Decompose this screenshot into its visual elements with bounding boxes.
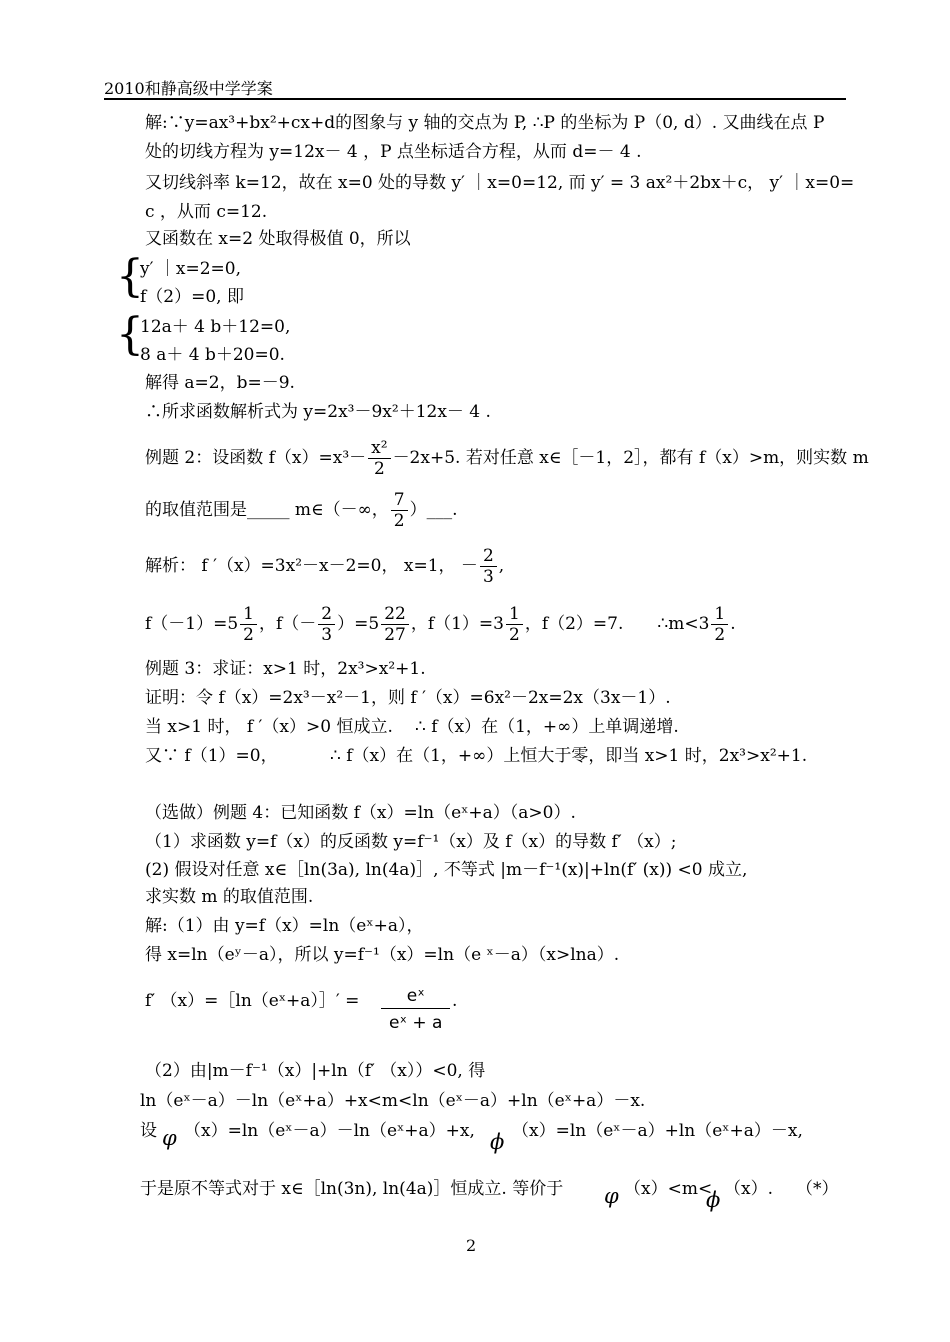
phi-symbol: ϕ [490, 1130, 505, 1154]
text-line: 于是原不等式对于 x∈［ln(3n), ln(4a)］恒成立. 等价于 [140, 1179, 564, 1199]
text-line: 求实数 m 的取值范围. [145, 887, 314, 907]
text-line: 证明：令 f（x）=2x³－x²－1，则 f ′（x）=6x²－2x=2x（3x－1）. [145, 688, 671, 708]
text-line: ln（eˣ－a）－ln（eˣ+a）+x<m<ln（eˣ－a）+ln（eˣ+a）－x. [140, 1091, 646, 1111]
fraction: $\frac{1}{2}$ [711, 604, 728, 645]
text-line: （x）=ln（eˣ－a）+ln（eˣ+a）－x, [512, 1121, 803, 1141]
text-line: c ，从而 c=12. [145, 202, 268, 222]
text-line: 解:∵y=ax³+bx²+cx+d的图象与 y 轴的交点为 P, ∴P 的坐标为 P（0, d）. 又曲线在点 P [145, 113, 825, 133]
text-line: 例题 3：求证：x>1 时，2x³>x²+1. [145, 659, 426, 679]
text-line: （*） [796, 1179, 839, 1199]
varphi-symbol: φ [162, 1126, 177, 1150]
fraction: $\frac{22}{27}$ [381, 604, 409, 645]
text-line: 12a＋ 4 b＋12=0, [140, 317, 291, 337]
text-line: 设 [140, 1121, 157, 1141]
fraction: $\frac{1}{2}$ [506, 604, 523, 645]
page-number: 2 [466, 1236, 477, 1255]
text-line: f（－1）=5 $\frac{1}{2}$ ，f（－ $\frac{2}{3}$ ）=5 $\frac{22}{27}$ ，f（1）=3 $\frac{1}{2}$ ，f（2）=7. ∴m<3 $\frac{1}{2}$ . [145, 604, 736, 645]
text-line: y′ ｜x=2=0, [140, 259, 241, 279]
text-line: （2）由|m－f⁻¹（x）|+ln（f′ （x））<0, 得 [145, 1061, 486, 1081]
left-brace: { [116, 309, 144, 360]
text-line: 处的切线方程为 y=12x－ 4 ，P 点坐标适合方程，从而 d=－ 4 . [145, 142, 642, 162]
text-line: 8 a＋ 4 b＋20=0. [140, 345, 285, 365]
text-line: （x）. [724, 1179, 773, 1199]
text-line: （1）求函数 y=f（x）的反函数 y=f⁻¹（x）及 f（x）的导数 f′ （x）; [145, 832, 677, 852]
text-line: 解析： f ′（x）=3x²－x－2=0， x=1， － $\frac{2}{3}$ , [145, 546, 505, 587]
text-line: （选做）例题 4：已知函数 f（x）=ln（eˣ+a）（a>0）. [145, 803, 576, 823]
phi-symbol: ϕ [706, 1188, 721, 1212]
text-line: 又函数在 x=2 处取得极值 0，所以 [145, 229, 411, 249]
text-line: f′ （x）=［ln（eˣ+a）］′ = [145, 991, 360, 1011]
fraction: $\frac{1}{2}$ [240, 604, 257, 645]
varphi-symbol: φ [604, 1184, 619, 1208]
text-line: （x）<m< [624, 1179, 713, 1199]
fraction: $\frac{2}{3}$ [318, 604, 335, 645]
text-line: 解得 a=2，b=－9. [145, 373, 295, 393]
fraction: $\frac{2}{3}$ [480, 546, 497, 587]
text-line: 例题 2：设函数 f（x）=x³－ $\frac{\text{x²}}{2}$ －2x+5. 若对任意 x∈［－1，2］，都有 f（x）>m，则实数 m [145, 438, 869, 479]
fraction: $\frac{\text{eˣ}}{\text{eˣ + a}}$ [381, 984, 450, 1037]
header-rule [104, 98, 846, 100]
text-line: 的取值范围是_____ m∈（－∞， $\frac{7}{2}$ ）___. [145, 490, 458, 531]
document-header: 2010和静高级中学学案 [104, 79, 273, 98]
fraction: $\frac{\text{x²}}{2}$ [368, 438, 390, 479]
text-line: 当 x>1 时， f ′（x）>0 恒成立. [145, 717, 393, 737]
text-line: 解:（1）由 y=f（x）=ln（eˣ+a）， [145, 916, 424, 936]
text-line: 又∵ f（1）=0， [145, 746, 278, 766]
text-line: . [452, 991, 458, 1011]
text-line: 又切线斜率 k=12，故在 x=0 处的导数 y′ ｜x=0=12, 而 y′ = 3 ax²＋2bx＋c， y′ ｜x=0= [145, 173, 855, 193]
text-line: ∴ f（x）在（1，+∞）上恒大于零，即当 x>1 时，2x³>x²+1. [330, 746, 808, 766]
text-line: ∴所求函数解析式为 y=2x³－9x²＋12x－ 4 . [145, 402, 491, 422]
text-line: 得 x=ln（eʸ－a），所以 y=f⁻¹（x）=ln（e ˣ－a）（x>lna）. [145, 945, 620, 965]
text-line: f（2）=0, 即 [140, 287, 244, 307]
left-brace: { [116, 251, 144, 302]
fraction: $\frac{7}{2}$ [391, 490, 408, 531]
text-line: （x）=ln（eˣ－a）－ln（eˣ+a）+x, [184, 1121, 475, 1141]
text-line: ∴ f（x）在（1，+∞）上单调递增. [415, 717, 679, 737]
text-line: (2) 假设对任意 x∈［ln(3a), ln(4a)］, 不等式 |m－f⁻¹(x)|+ln(f′ (x)) <0 成立, [145, 860, 748, 880]
